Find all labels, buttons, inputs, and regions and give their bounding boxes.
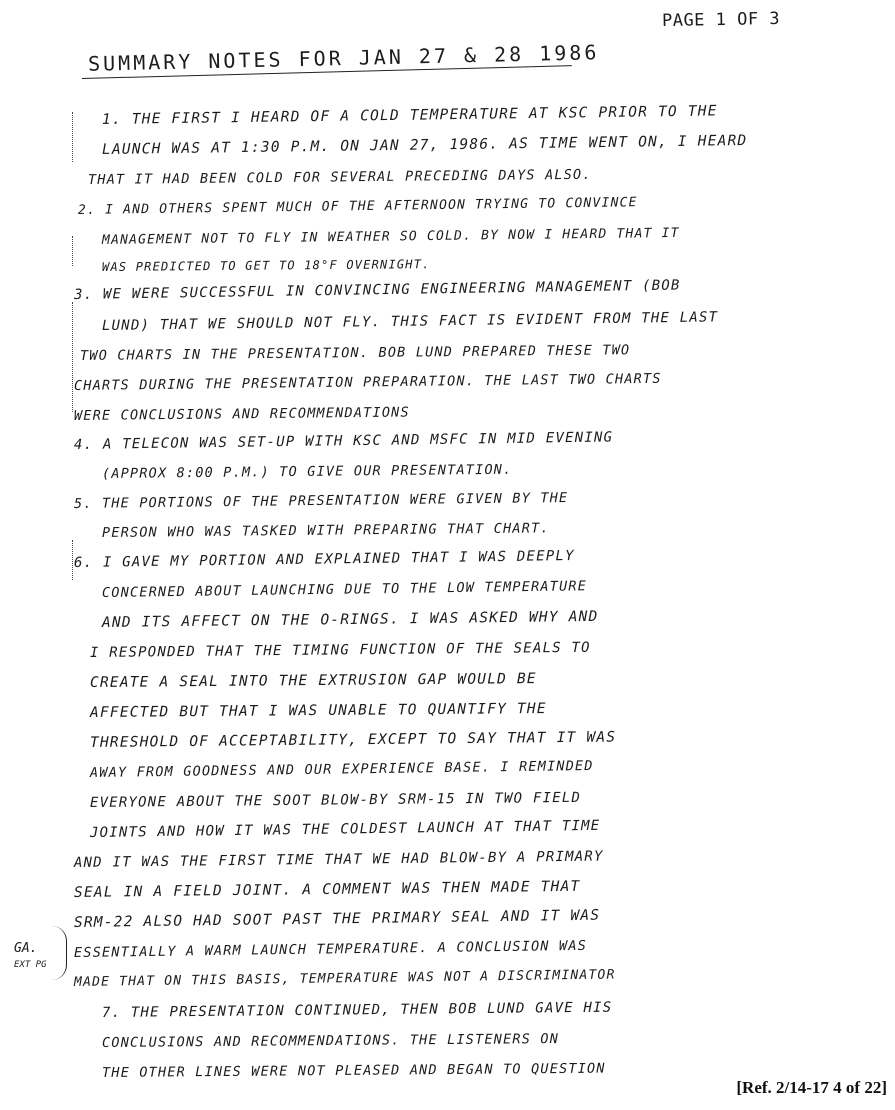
handwritten-line: LUND) THAT WE SHOULD NOT FLY. THIS FACT IS EVIDENT FROM THE LAST [101,309,719,334]
margin-tick [72,236,73,266]
handwritten-line: CONCERNED ABOUT LAUNCHING DUE TO THE LOW TEMPERATURE [101,578,588,601]
margin-bracket [52,926,67,980]
handwritten-line: AND ITS AFFECT ON THE O-RINGS. I WAS ASKED WHY AND [101,608,599,631]
handwritten-line: 2. I AND OTHERS SPENT MUCH OF THE AFTERNOON TRYING TO CONVINCE [77,195,638,218]
handwritten-line: THAT IT HAD BEEN COLD FOR SEVERAL PRECEDING DAYS ALSO. [87,166,592,188]
handwritten-line: 1. THE FIRST I HEARD OF A COLD TEMPERATURE AT KSC PRIOR TO THE [101,103,718,128]
handwritten-line: WAS PREDICTED TO GET TO 18°F OVERNIGHT. [101,257,431,274]
handwritten-line: 7. THE PRESENTATION CONTINUED, THEN BOB LUND GAVE HIS [101,999,613,1021]
handwritten-line: MADE THAT ON THIS BASIS, TEMPERATURE WAS NOT A DISCRIMINATOR [73,967,616,990]
margin-tick [72,302,73,412]
handwritten-line: CONCLUSIONS AND RECOMMENDATIONS. THE LISTENERS ON [101,1031,560,1051]
handwritten-line: WERE CONCLUSIONS AND RECOMMENDATIONS [73,404,410,424]
handwritten-line: AND IT WAS THE FIRST TIME THAT WE HAD BLOW-BY A PRIMARY [73,848,604,871]
handwritten-line: LAUNCH WAS AT 1:30 P.M. ON JAN 27, 1986. AS TIME WENT ON, I HEARD [101,132,748,158]
handwritten-line: ESSENTIALLY A WARM LAUNCH TEMPERATURE. A CONCLUSION WAS [73,937,588,961]
margin-note [14,935,47,979]
handwritten-line: AWAY FROM GOODNESS AND OUR EXPERIENCE BASE. I REMINDED [89,757,594,781]
handwritten-line: AFFECTED BUT THAT I WAS UNABLE TO QUANTIFY THE [89,701,547,721]
handwritten-line: 4. A TELECON WAS SET-UP WITH KSC AND MSFC IN MID EVENING [73,429,614,453]
margin-note-line: GA. [14,941,38,956]
handwritten-line: EVERYONE ABOUT THE SOOT BLOW-BY SRM-15 IN TWO FIELD [89,789,582,811]
handwritten-line: CREATE A SEAL INTO THE EXTRUSION GAP WOULD BE [89,671,537,691]
handwritten-line: SRM-22 ALSO HAD SOOT PAST THE PRIMARY SEAL AND IT WAS [73,907,601,931]
page-number: PAGE 1 OF 3 [661,8,781,32]
handwritten-line: 5. THE PORTIONS OF THE PRESENTATION WERE GIVEN BY THE [73,489,569,512]
handwritten-line: I RESPONDED THAT THE TIMING FUNCTION OF THE SEALS TO [89,639,591,661]
handwritten-line: 6. I GAVE MY PORTION AND EXPLAINED THAT I WAS DEEPLY [73,548,575,571]
handwritten-line: PERSON WHO WAS TASKED WITH PREPARING THAT CHART. [101,520,550,541]
handwritten-line: SEAL IN A FIELD JOINT. A COMMENT WAS THEN MADE THAT [73,878,581,901]
handwritten-line: CHARTS DURING THE PRESENTATION PREPARATION. THE LAST TWO CHARTS [73,370,662,394]
reference-footer: [Ref. 2/14-17 4 of 22] [736,1078,887,1097]
document-title: SUMMARY NOTES FOR JAN 27 & 28 1986 [87,40,600,76]
handwritten-line: (APPROX 8:00 P.M.) TO GIVE OUR PRESENTATION. [101,461,513,482]
handwritten-line: JOINTS AND HOW IT WAS THE COLDEST LAUNCH AT THAT TIME [89,817,601,841]
handwritten-line: MANAGEMENT NOT TO FLY IN WEATHER SO COLD. BY NOW I HEARD THAT IT [101,225,680,248]
margin-note-line: EXT PG [14,960,47,970]
handwritten-line: 3. WE WERE SUCCESSFUL IN CONVINCING ENGINEERING MANAGEMENT (BOB [73,277,681,303]
margin-tick [72,112,73,162]
handwritten-line: THE OTHER LINES WERE NOT PLEASED AND BEGAN TO QUESTION [101,1060,606,1081]
margin-tick [72,540,73,580]
handwritten-line: TWO CHARTS IN THE PRESENTATION. BOB LUND PREPARED THESE TWO [79,342,631,364]
handwritten-line: THRESHOLD OF ACCEPTABILITY, EXCEPT TO SAY THAT IT WAS [89,729,617,751]
